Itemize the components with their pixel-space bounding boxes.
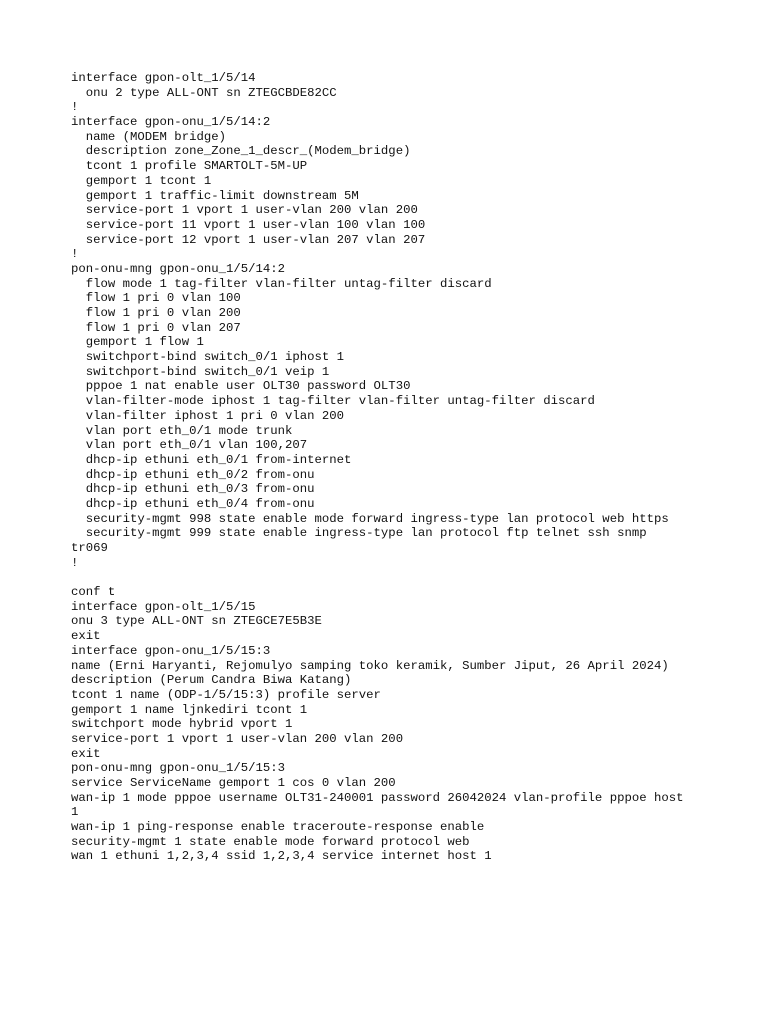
text-line: vlan port eth_0/1 mode trunk (71, 423, 293, 438)
text-line: tcont 1 profile SMARTOLT-5M-UP (71, 159, 308, 174)
text-line: flow 1 pri 0 vlan 207 (71, 320, 241, 335)
text-line: switchport mode hybrid vport 1 (71, 717, 293, 732)
text-line: pppoe 1 nat enable user OLT30 password OLT30 (71, 379, 411, 394)
text-line: tcont 1 name (ODP-1/5/15:3) profile server (71, 687, 381, 702)
text-line: description zone_Zone_1_descr_(Modem_bridge) (71, 144, 411, 159)
text-line: service ServiceName gemport 1 cos 0 vlan 200 (71, 776, 396, 790)
text-line: interface gpon-olt_1/5/14 (71, 71, 256, 85)
text-line: dhcp-ip ethuni eth_0/1 from-internet (71, 452, 352, 467)
text-line: name (Erni Haryanti, Rejomulyo samping toko keramik, Sumber Jiput, 26 April 2024) (71, 658, 669, 673)
text-line: onu 2 type ALL-ONT sn ZTEGCBDE82CC (71, 85, 337, 100)
text-line: exit (71, 746, 101, 761)
text-line: service-port 12 vport 1 user-vlan 207 vlan 207 (71, 232, 426, 247)
text-line: conf t (71, 585, 116, 600)
text-line: wan-ip 1 ping-response enable traceroute-response enable (71, 820, 485, 835)
text-line: gemport 1 flow 1 (71, 335, 204, 350)
text-line: security-mgmt 1 state enable mode forward protocol web (71, 834, 470, 849)
text-line: switchport-bind switch_0/1 veip 1 (71, 364, 330, 379)
text-line: switchport-bind switch_0/1 iphost 1 (71, 350, 345, 365)
text-line: vlan port eth_0/1 vlan 100,207 (71, 438, 308, 453)
text-line: dhcp-ip ethuni eth_0/3 from-onu (71, 482, 315, 497)
text-line: vlan-filter-mode iphost 1 tag-filter vlan-filter untag-filter discard (71, 394, 595, 409)
text-line: exit (71, 629, 101, 644)
text-line: security-mgmt 999 state enable ingress-type lan protocol ftp telnet ssh snmp (71, 526, 647, 541)
text-line: dhcp-ip ethuni eth_0/4 from-onu (71, 496, 315, 511)
text-line: onu 3 type ALL-ONT sn ZTEGCE7E5B3E (71, 614, 322, 629)
text-line: ! (71, 555, 79, 570)
text-line: ! (71, 100, 79, 115)
text-line: security-mgmt 998 state enable mode forward ingress-type lan protocol web https (71, 511, 669, 526)
text-line: flow mode 1 tag-filter vlan-filter untag-filter discard (71, 276, 492, 291)
text-line: 1 (71, 805, 79, 820)
text-line: pon-onu-mng gpon-onu_1/5/15:3 (71, 761, 286, 776)
text-line: service-port 1 vport 1 user-vlan 200 vlan 200 (71, 203, 418, 218)
text-line (71, 570, 751, 585)
text-line: wan-ip 1 mode pppoe username OLT31-240001 password 26042024 vlan-profile pppoe host (71, 790, 684, 805)
text-line: flow 1 pri 0 vlan 100 (71, 291, 241, 306)
text-line: description (Perum Candra Biwa Katang) (71, 673, 352, 688)
text-line: pon-onu-mng gpon-onu_1/5/14:2 (71, 261, 286, 276)
text-line: service-port 11 vport 1 user-vlan 100 vlan 100 (71, 217, 426, 232)
text-line: service-port 1 vport 1 user-vlan 200 vlan 200 (71, 731, 404, 746)
text-line: gemport 1 traffic-limit downstream 5M (71, 188, 359, 203)
text-line: dhcp-ip ethuni eth_0/2 from-onu (71, 467, 315, 482)
text-line: flow 1 pri 0 vlan 200 (71, 306, 241, 320)
document-page (71, 71, 751, 864)
text-line: tr069 (71, 541, 108, 555)
text-line: interface gpon-onu_1/5/15:3 (71, 643, 271, 658)
text-line: interface gpon-onu_1/5/14:2 (71, 115, 271, 130)
text-line: interface gpon-olt_1/5/15 (71, 599, 256, 614)
text-line: name (MODEM bridge) (71, 129, 226, 144)
text-line: gemport 1 name ljnkediri tcont 1 (71, 702, 308, 717)
text-line: ! (71, 247, 79, 262)
text-line: wan 1 ethuni 1,2,3,4 ssid 1,2,3,4 service internet host 1 (71, 849, 492, 864)
text-line: vlan-filter iphost 1 pri 0 vlan 200 (71, 408, 345, 423)
text-line: gemport 1 tcont 1 (71, 173, 212, 188)
